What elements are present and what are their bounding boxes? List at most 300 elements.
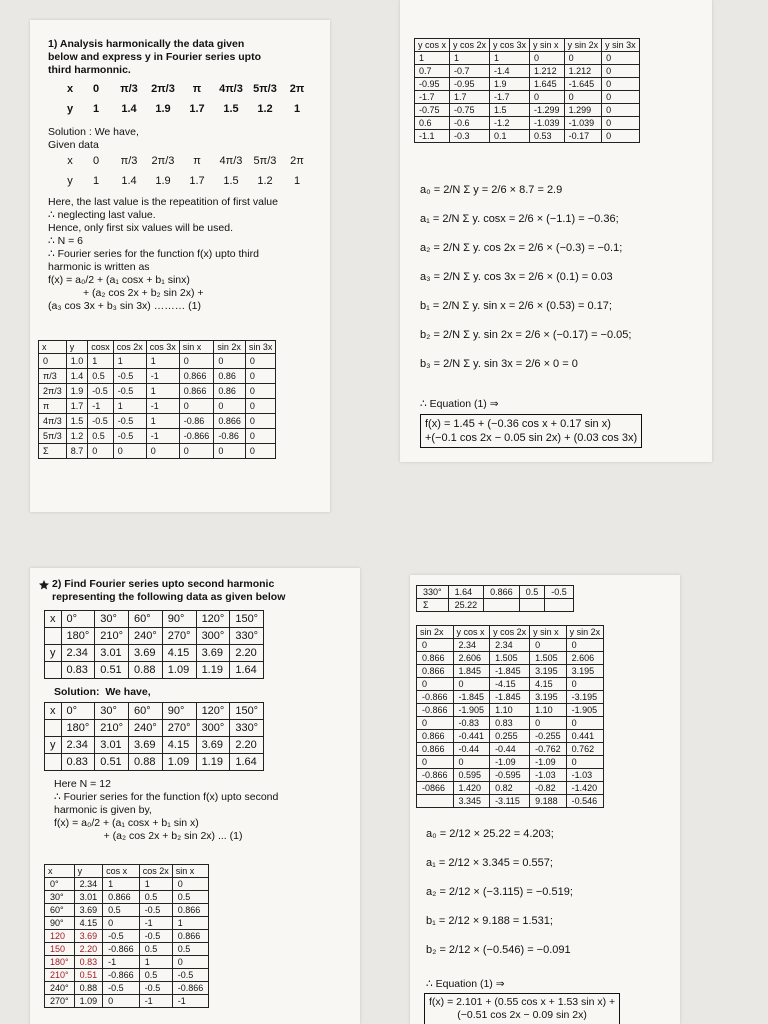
q2r-table-cell: 0 [417, 756, 454, 769]
q2r-top-table-cell: 1.64 [448, 586, 484, 599]
q2r-table-cell: 0.866 [417, 730, 454, 743]
q1-y-row-cell: y [66, 103, 74, 115]
q1-table-cell: -1 [146, 369, 179, 384]
q2-table-cell: 0 [103, 995, 140, 1008]
q1-y-row-2-cell: 1.2 [257, 175, 273, 187]
q2-table-cell: 1.09 [74, 995, 103, 1008]
q2-data-table-2-cell: 0.83 [61, 754, 95, 771]
q2r-table-cell: -1.845 [490, 691, 530, 704]
q1r-table-cell: -0.3 [450, 130, 490, 143]
q1-body-line: + (a₂ cos 2x + b₂ sin 2x) + [48, 287, 204, 299]
q2r-table-cell: 1.10 [530, 704, 567, 717]
q2-data-table-cell: 3.01 [95, 645, 129, 662]
q2r-table-cell: -0.441 [453, 730, 490, 743]
q2r-table-cell: 0.595 [453, 769, 490, 782]
q2-table-cell: 2.20 [74, 943, 103, 956]
q1-title-line-2: below and express y in Fourier series upto [48, 51, 261, 63]
q1r-equation-label [420, 398, 712, 411]
q1-table-cell: -0.86 [214, 429, 246, 444]
q2-table-row [45, 969, 209, 982]
q2r-table-header-cell: sin 2x [417, 626, 454, 639]
q1-y-row-2-cell: 1.5 [223, 175, 239, 187]
q1-table-header-cell: y [66, 341, 88, 354]
q2-data-table-2-cell: 90° [162, 703, 196, 720]
q1-table-cell: -1 [146, 399, 179, 414]
q1-x-row-2-cell: 4π/3 [219, 155, 243, 167]
q2-data-table-row [45, 662, 264, 679]
q1r-table-cell: 1.299 [564, 104, 602, 117]
q1-y-row-2-cell: 1.7 [189, 175, 205, 187]
q1r-table-row [415, 78, 640, 91]
q2-data-table-cell: 3.69 [196, 645, 230, 662]
q2-data-table-cell: 240° [129, 628, 163, 645]
q2-title-line-2: representing the following data as given below [52, 591, 286, 603]
q1-table-header-cell: cos 3x [146, 341, 179, 354]
q1r-table-row [415, 130, 640, 143]
q2-data-table-2-cell: 30° [95, 703, 129, 720]
q2r-table-cell: 4.15 [530, 678, 567, 691]
q2-data-table-2-cell: 330° [230, 720, 264, 737]
q1-table-cell: 0 [39, 354, 67, 369]
q1r-table-cell: 0 [602, 78, 640, 91]
q2-table-cell: 0.5 [103, 904, 140, 917]
q1r-table-cell: 1.7 [450, 91, 490, 104]
q2-data-table-row [45, 611, 264, 628]
q2r-table-header-cell: y sin 2x [566, 626, 604, 639]
q1-table-cell: π [39, 399, 67, 414]
q1r-result-line-1: f(x) = 1.45 + (−0.36 cos x + 0.17 sin x) [425, 418, 611, 430]
q1-x-row-cell: π [192, 83, 202, 95]
q2-title [52, 578, 360, 604]
q2r-table-cell: -0.83 [453, 717, 490, 730]
q2-data-table-2-cell: 210° [95, 720, 129, 737]
q1-table-cell: 1 [146, 384, 179, 399]
q1-table-cell: 1.4 [66, 369, 88, 384]
q2r-table-cell: -1.03 [530, 769, 567, 782]
q1-table-row [39, 399, 276, 414]
q1r-table-cell: 1 [415, 52, 450, 65]
q1-body [48, 196, 330, 313]
q2r-table-cell: -0.762 [530, 743, 567, 756]
q2r-table-cell: 2.606 [566, 652, 604, 665]
q2-table-cell: 0.5 [172, 891, 209, 904]
q2-table-cell: -0.866 [103, 943, 140, 956]
q2r-result-line-1: f(x) = 2.101 + (0.55 cos x + 1.53 sin x) + [429, 996, 616, 1008]
q2r-table-cell: -1.09 [530, 756, 567, 769]
q2-table-header-cell: x [45, 865, 75, 878]
q2-data-table-2-cell: 3.69 [129, 737, 163, 754]
q2-data-table-2-cell: 2.34 [61, 737, 95, 754]
q1r-table-cell: -0.75 [450, 104, 490, 117]
q1-table-cell: 4π/3 [39, 414, 67, 429]
q2r-table-cell: -0866 [417, 782, 454, 795]
page-q2-right [410, 575, 680, 1024]
q2r-equation-label [426, 978, 680, 991]
q2-table-cell: -1 [103, 956, 140, 969]
q2-data-table-cell: 90° [162, 611, 196, 628]
q1-table-cell: 1 [113, 354, 146, 369]
q1-table-cell: 0 [245, 429, 276, 444]
q1-x-row [60, 82, 330, 96]
q1-table-cell: 0 [214, 399, 246, 414]
q1-title [48, 38, 330, 77]
q2-data-table-cell: 2.20 [230, 645, 264, 662]
q1-table-cell: π/3 [39, 369, 67, 384]
q2r-table-cell: -0.595 [490, 769, 530, 782]
q2r-top-table-cell: 0.5 [519, 586, 545, 599]
q1-table-cell: Σ [39, 444, 67, 459]
q1r-table-header-cell: y sin x [530, 39, 565, 52]
q2-data-table-cell: 330° [230, 628, 264, 645]
q2-data-table-2-cell: 1.09 [162, 754, 196, 771]
q1-table-cell: 0 [214, 444, 246, 459]
q2-table-row [45, 891, 209, 904]
q2r-table-cell: 0 [566, 678, 604, 691]
q2r-table-cell: 1.420 [453, 782, 490, 795]
q1-solution-line-1: Solution : We have, [48, 126, 139, 138]
q1r-table-cell: -1.2 [490, 117, 530, 130]
q1r-table-cell: -1.039 [530, 117, 565, 130]
q2r-table-cell: -0.866 [417, 769, 454, 782]
q1-table-cell: 0 [245, 354, 276, 369]
q2-data-table-cell: 1.19 [196, 662, 230, 679]
q1-table-cell: 0.86 [214, 384, 246, 399]
q2-body [54, 778, 360, 843]
q1r-table-cell: 0 [602, 65, 640, 78]
q1-table-header-cell: sin 3x [245, 341, 276, 354]
q1r-table-cell: 0 [530, 52, 565, 65]
q1-table-row [39, 429, 276, 444]
q1-table-cell: 0 [245, 399, 276, 414]
q2-data-table-cell: 1.64 [230, 662, 264, 679]
q1r-table-cell: -1.7 [490, 91, 530, 104]
q1-x-row-cell: 4π/3 [219, 83, 243, 95]
q1r-table-row [415, 52, 640, 65]
q2r-table-cell: -3.115 [490, 795, 530, 808]
q2-data-table-2-cell: 0.88 [129, 754, 163, 771]
q2r-top-table [416, 585, 680, 612]
q2r-table-cell: 0.866 [417, 652, 454, 665]
q2-data-table-cell: 270° [162, 628, 196, 645]
q2-data-table-2-cell: 270° [162, 720, 196, 737]
q2-table-cell: 2.34 [74, 878, 103, 891]
q2-table-cell: 0.5 [139, 943, 172, 956]
q2r-table-header-row [417, 626, 604, 639]
q1-table [38, 340, 330, 459]
q2-data-table-cell: y [45, 645, 62, 662]
q1-table-cell: -0.5 [113, 384, 146, 399]
q1-x-row-2-cell: 5π/3 [253, 155, 277, 167]
q2-solution [54, 686, 360, 699]
q2r-equation-line: b₂ = 2/12 × (−0.546) = −0.091 [426, 944, 571, 956]
q1-x-row-2-cell: π [193, 155, 201, 167]
q2r-table-cell: -0.44 [490, 743, 530, 756]
q1-y-row-cell: 1.7 [189, 103, 205, 115]
q2r-table-cell: -1.905 [453, 704, 490, 717]
q2r-table-cell: 0 [566, 639, 604, 652]
q2-table-cell: 270° [45, 995, 75, 1008]
q2r-table-cell: 0 [453, 678, 490, 691]
q1-y-row-2-cell: y [67, 175, 73, 187]
q2-data-table-cell: 0° [61, 611, 95, 628]
q1-table-cell: 0.5 [88, 369, 114, 384]
q2-table-cell: 180° [45, 956, 75, 969]
q1-title-line-3: third harmonnic. [48, 64, 131, 76]
q2-data-table-cell: 180° [61, 628, 95, 645]
q1-x-row-cell: π/3 [120, 83, 138, 95]
q1-body-line: (a₃ cos 3x + b₃ sin 3x) ……… (1) [48, 300, 201, 312]
q1-table-cell: 5π/3 [39, 429, 67, 444]
q2-data-table-2-row [45, 737, 264, 754]
q2-data-table-cell [45, 628, 62, 645]
q2r-table-cell: -0.255 [530, 730, 567, 743]
q2-data-table-2-cell: 120° [196, 703, 230, 720]
q2r-table-cell: 0 [530, 639, 567, 652]
q1-x-row-2-cell: 2π [290, 155, 304, 167]
q2r-table-row [417, 652, 604, 665]
q2r-table-row [417, 730, 604, 743]
q2r-table-cell: -0.44 [453, 743, 490, 756]
q2r-table-row [417, 795, 604, 808]
q2r-top-table-cell: -0.5 [545, 586, 574, 599]
q1r-eq-label: ∴ Equation (1) ⇒ [420, 398, 499, 410]
q2-data-table-2-cell: 4.15 [162, 737, 196, 754]
q1r-table-header-cell: y cos 3x [490, 39, 530, 52]
q2-table-row [45, 878, 209, 891]
q2-data-table-cell: x [45, 611, 62, 628]
q2-data-table-row [45, 645, 264, 662]
q1-y-row-2-cell: 1.9 [155, 175, 171, 187]
q1-table-cell: 8.7 [66, 444, 88, 459]
q1r-table-cell: 1.9 [490, 78, 530, 91]
q1-table-row [39, 444, 276, 459]
q1-x-row-cell: 2π [289, 83, 305, 95]
q1r-table-header-cell: y cos x [415, 39, 450, 52]
q2-table-cell: 30° [45, 891, 75, 904]
q1-table-row [39, 384, 276, 399]
q1-data-rows [60, 82, 330, 116]
q1-table-cell: 2π/3 [39, 384, 67, 399]
q1-table-cell: 0.866 [179, 369, 214, 384]
q2r-equation-line: b₁ = 2/12 × 9.188 = 1.531; [426, 915, 553, 927]
q1-table-cell: 1.2 [66, 429, 88, 444]
q1-title-line-1: 1) Analysis harmonically the data given [48, 38, 245, 50]
q2-table-row [45, 982, 209, 995]
q1-table-cell: 1 [146, 354, 179, 369]
q1-table-cell: 0 [146, 444, 179, 459]
q2r-table-header-cell: y cos x [453, 626, 490, 639]
q1-table-row [39, 414, 276, 429]
q1-table-cell: 0 [179, 354, 214, 369]
q1-x-row-cell: 0 [92, 83, 100, 95]
q1r-table-cell: 1 [490, 52, 530, 65]
q2-data-table [44, 610, 360, 679]
q2r-table-cell: 0 [566, 717, 604, 730]
q2-data-table-2-cell: 1.19 [196, 754, 230, 771]
q1r-table-cell: -0.95 [450, 78, 490, 91]
q2-data-table-cell: 60° [129, 611, 163, 628]
q2r-table-row [417, 704, 604, 717]
q1-body-line: ∴ Fourier series for the function f(x) upto third [48, 248, 259, 260]
q2r-top-table-cell [519, 599, 545, 612]
q2r-table-cell: -0.866 [417, 691, 454, 704]
q1-table-cell: -1 [146, 429, 179, 444]
q2-table-cell: 0.88 [74, 982, 103, 995]
q2r-table-cell: -0.866 [417, 704, 454, 717]
q1r-equation-line: b₃ = 2/N Σ y. sin 3x = 2/6 × 0 = 0 [420, 358, 578, 370]
q2r-table-cell: 0.82 [490, 782, 530, 795]
q2-table-cell: 0.83 [74, 956, 103, 969]
q1-solution [48, 126, 330, 152]
q2-data-table-cell: 4.15 [162, 645, 196, 662]
q1-x-row-2 [60, 154, 330, 168]
q1r-table-cell: 0 [564, 91, 602, 104]
q1-table-cell: 0 [245, 414, 276, 429]
q1-table-cell: 1.5 [66, 414, 88, 429]
q1-y-row-cell: 1.9 [155, 103, 171, 115]
q2-data-table-cell: 1.09 [162, 662, 196, 679]
q1-table-cell: 1.7 [66, 399, 88, 414]
q2r-table-cell: 0.866 [417, 743, 454, 756]
q2r-table-row [417, 639, 604, 652]
q2-table [44, 864, 360, 1008]
q1-table-cell: 0 [88, 444, 114, 459]
q1-table-header-cell: sin 2x [214, 341, 246, 354]
q2r-table-cell: 1.10 [490, 704, 530, 717]
q1-x-row-2-cell: x [67, 155, 73, 167]
q2r-top-table-cell: 25.22 [448, 599, 484, 612]
q2r-table-row [417, 782, 604, 795]
q2-data-table-cell: 210° [95, 628, 129, 645]
q2-table-cell: -1 [139, 917, 172, 930]
page-q2-left [30, 568, 360, 1024]
q2-data-table-cell: 150° [230, 611, 264, 628]
page-q1-left [30, 20, 330, 512]
q1-y-row-cell: 1 [293, 103, 301, 115]
q2-data-table-2-cell: 300° [196, 720, 230, 737]
q1-table-row [39, 369, 276, 384]
q2-data-table-2-cell: 2.20 [230, 737, 264, 754]
q2r-table-row [417, 743, 604, 756]
q2-body-line: ∴ Fourier series for the function f(x) upto second [54, 791, 279, 803]
q2r-table-cell: 2.34 [453, 639, 490, 652]
q1-x-row-cell: 5π/3 [253, 83, 277, 95]
q2-data-table-2-cell: 3.01 [95, 737, 129, 754]
q2r-table-cell: -1.420 [566, 782, 604, 795]
q1r-table-header-row [415, 39, 640, 52]
q2r-table-cell: 0.441 [566, 730, 604, 743]
q1r-table-cell: -1.1 [415, 130, 450, 143]
q2-data-table-2-cell: 0° [61, 703, 95, 720]
q1r-table-cell: -0.6 [450, 117, 490, 130]
q2-table-header-cell: cos 2x [139, 865, 172, 878]
q1r-equations [420, 176, 712, 379]
q2-table-cell: 0 [172, 956, 209, 969]
q2-table-cell: 210° [45, 969, 75, 982]
q2r-equation-line: a₀ = 2/12 × 25.22 = 4.203; [426, 828, 554, 840]
q1-table-cell: 1 [88, 354, 114, 369]
q1r-result [420, 414, 712, 448]
q1-body-line: Hence, only first six values will be used. [48, 222, 233, 234]
q2r-table-cell: -0.546 [566, 795, 604, 808]
q2-table-cell: 0 [103, 917, 140, 930]
q2r-table-row [417, 678, 604, 691]
q2r-table-cell: -1.845 [453, 691, 490, 704]
q2r-table-cell: 0 [453, 756, 490, 769]
q2-table-row [45, 943, 209, 956]
q1r-result-line-2: +(−0.1 cos 2x − 0.05 sin 2x) + (0.03 cos 3x) [425, 432, 638, 444]
q2-table-cell: -0.5 [139, 904, 172, 917]
q1r-equation-line: a₁ = 2/N Σ y. cosx = 2/6 × (−1.1) = −0.36; [420, 213, 619, 225]
q2r-table-cell [417, 795, 454, 808]
q2-data-table-2-cell: 3.69 [196, 737, 230, 754]
q2-table-cell: 0° [45, 878, 75, 891]
q1-table-cell: -0.5 [113, 429, 146, 444]
q2r-table-cell: 3.195 [566, 665, 604, 678]
q2r-table-cell: 3.195 [530, 691, 567, 704]
q2-table-cell: 0.866 [103, 891, 140, 904]
q2-table-cell: 3.69 [74, 930, 103, 943]
q2-body-line: f(x) = a₀/2 + (a₁ cosx + b₁ sin x) [54, 817, 199, 829]
q1r-table-cell: 0 [530, 91, 565, 104]
q2-data-table-2 [44, 702, 360, 771]
q2r-table-cell: -4.15 [490, 678, 530, 691]
q2r-table-cell: 1.845 [453, 665, 490, 678]
q1-table-row [39, 354, 276, 369]
q1-table-cell: -1 [88, 399, 114, 414]
q2r-equations [426, 820, 680, 965]
q1-table-cell: 0 [214, 354, 246, 369]
q1-body-line: f(x) = a₀/2 + (a₁ cosx + b₁ sinx) [48, 274, 190, 286]
q2r-table-cell: -1.845 [490, 665, 530, 678]
q1r-table-row [415, 104, 640, 117]
q2r-table-header-cell: y sin x [530, 626, 567, 639]
q2r-table-cell: 2.34 [490, 639, 530, 652]
q2-data-table-2-cell: y [45, 737, 62, 754]
q1-table-cell: 0 [179, 399, 214, 414]
q1r-equation-line: a₂ = 2/N Σ y. cos 2x = 2/6 × (−0.3) = −0.1; [420, 242, 623, 254]
q2-body-line: Here N = 12 [54, 778, 111, 790]
q1r-table-cell: 0 [602, 91, 640, 104]
q1r-table-cell: -0.17 [564, 130, 602, 143]
q1r-table-cell: -0.95 [415, 78, 450, 91]
q2-table-cell: -1 [139, 995, 172, 1008]
q1-y-row-2-cell: 1 [293, 175, 301, 187]
q1r-table-cell: 1.212 [564, 65, 602, 78]
q1r-table-cell: 1 [450, 52, 490, 65]
q2r-table-cell: 3.345 [453, 795, 490, 808]
q2-data-table-cell: 0.83 [61, 662, 95, 679]
q2r-table-cell: 9.188 [530, 795, 567, 808]
q2r-table-cell: -3.195 [566, 691, 604, 704]
q1-table-header-cell: cosx [88, 341, 114, 354]
q1r-table-cell: 0 [602, 117, 640, 130]
q2r-table-cell: -1.09 [490, 756, 530, 769]
q2-table-header-row [45, 865, 209, 878]
q2r-equation-line: a₁ = 2/12 × 3.345 = 0.557; [426, 857, 553, 869]
q1-solution-line-2: Given data [48, 139, 99, 151]
q2r-top-table-cell [545, 599, 574, 612]
q2-table-cell: 90° [45, 917, 75, 930]
q1r-table-cell: -1.7 [415, 91, 450, 104]
q2-table-cell: 0.5 [172, 943, 209, 956]
q2r-table-row [417, 691, 604, 704]
q2r-table-row [417, 665, 604, 678]
q2-table-cell: 3.69 [74, 904, 103, 917]
q1r-table-cell: 0 [564, 52, 602, 65]
q2-table-cell: 120 [45, 930, 75, 943]
q2-solution-label: Solution: We have, [54, 686, 151, 698]
